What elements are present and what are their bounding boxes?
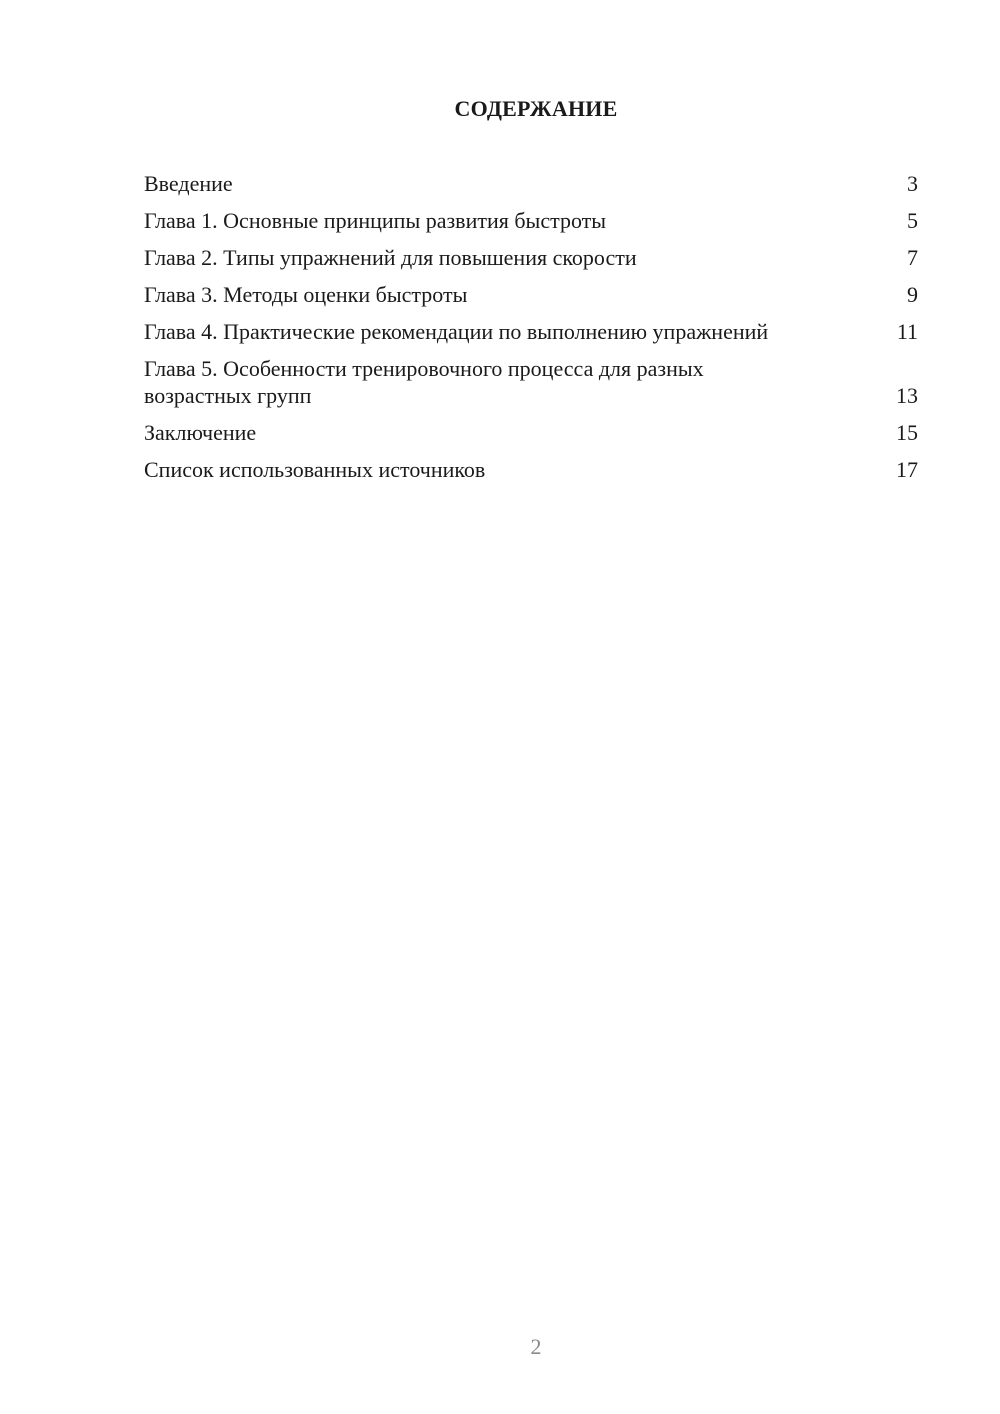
toc-entry-chapter-4[interactable] xyxy=(144,318,918,345)
toc-entry-label: Глава 5. Особенности тренировочного процесса для разных возрастных групп xyxy=(144,356,704,408)
toc-title: СОДЕРЖАНИЕ xyxy=(454,96,618,121)
toc-entry-page: 3 xyxy=(907,171,918,196)
page-number: 2 xyxy=(530,1334,542,1359)
table-of-contents xyxy=(144,170,918,493)
toc-entry-label: Глава 2. Типы упражнений для повышения скорости xyxy=(144,245,637,270)
toc-entry-chapter-1[interactable] xyxy=(144,207,918,234)
toc-entry-label: Список использованных источников xyxy=(144,457,486,482)
toc-entry-page: 5 xyxy=(907,208,918,233)
toc-entry-label: Глава 1. Основные принципы развития быстроты xyxy=(144,208,607,233)
toc-entry-introduction[interactable] xyxy=(144,170,918,197)
toc-entry-label: Введение xyxy=(144,171,233,196)
toc-entry-chapter-2[interactable] xyxy=(144,244,918,271)
toc-entry-label: Глава 3. Методы оценки быстроты xyxy=(144,282,468,307)
toc-entry-conclusion[interactable] xyxy=(144,419,918,446)
toc-entry-label: Глава 4. Практические рекомендации по выполнению упражнений xyxy=(144,319,769,344)
toc-entry-page: 7 xyxy=(907,245,918,270)
toc-entry-page: 17 xyxy=(896,457,918,482)
toc-entry-chapter-3[interactable] xyxy=(144,281,918,308)
toc-entry-chapter-5[interactable] xyxy=(144,355,918,409)
toc-entry-references[interactable] xyxy=(144,456,918,483)
toc-entry-page: 15 xyxy=(896,420,918,445)
toc-entry-label: Заключение xyxy=(144,420,257,445)
toc-entry-page: 9 xyxy=(907,282,918,307)
toc-entry-page: 13 xyxy=(896,383,918,408)
toc-entry-page: 11 xyxy=(896,319,918,344)
